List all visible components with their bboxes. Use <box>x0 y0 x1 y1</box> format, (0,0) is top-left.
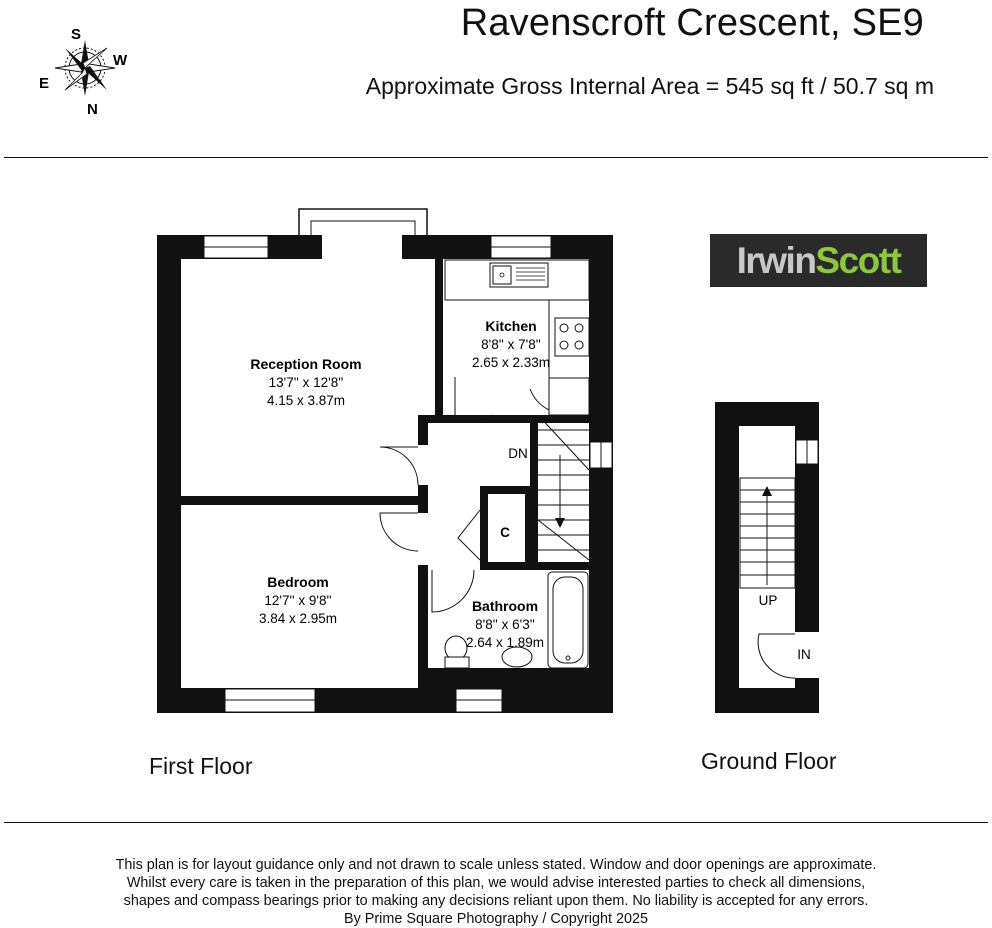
first-floor-label: First Floor <box>149 753 253 779</box>
disclaimer <box>0 856 992 928</box>
outer-wall-right <box>589 235 613 713</box>
reception-room-imperial: 13'7'' x 12'8'' <box>268 375 344 390</box>
compass-north-label: N <box>87 101 98 118</box>
page-title: Ravenscroft Crescent, SE9 <box>460 2 924 44</box>
toilet-icon <box>445 636 467 660</box>
disclaimer-line: This plan is for layout guidance only and not drawn to scale unless stated. Window and door openings are approximate. <box>115 857 877 873</box>
door-swing <box>380 513 418 551</box>
kitchen-metric: 2.65 x 2.33m <box>471 355 551 370</box>
ground-floor-label: Ground Floor <box>701 748 837 774</box>
compass-south-label: S <box>71 26 82 43</box>
door-swing <box>458 510 480 560</box>
bathroom-name: Bathroom <box>471 598 539 614</box>
bathroom-imperial: 8'8'' x 6'3'' <box>475 617 535 632</box>
door-swing <box>432 570 474 612</box>
staircase <box>538 415 589 560</box>
copyright-line: By Prime Square Photography / Copyright 2025 <box>344 911 648 927</box>
bedroom-imperial: 12'7'' x 9'8'' <box>264 593 332 608</box>
kitchen-name: Kitchen <box>485 318 537 334</box>
logo-text-irwin: Irwin <box>736 240 816 281</box>
cupboard-label: C <box>500 525 510 540</box>
disclaimer-line: shapes and compass bearings prior to making any decisions reliant upon them. No liability is accepted for any errors. <box>123 893 869 909</box>
stairs-down-label: DN <box>508 446 528 461</box>
bedroom-metric: 3.84 x 2.95m <box>258 611 338 626</box>
bedroom-name: Bedroom <box>267 574 329 590</box>
bathroom-metric: 2.64 x 1.89m <box>465 635 545 650</box>
disclaimer-line: Whilst every care is taken in the preparation of this plan, we would advise interested parties to check all dimensions, <box>126 875 866 891</box>
kitchen-imperial: 8'8'' x 7'8'' <box>481 337 541 352</box>
stairs-up-label: UP <box>758 593 778 608</box>
reception-room-name: Reception Room <box>250 356 362 372</box>
outer-wall-left <box>157 235 181 713</box>
compass-west-label: W <box>113 52 128 69</box>
ground-floor-plan <box>715 402 820 713</box>
door-swing <box>380 447 418 485</box>
reception-opening <box>322 234 402 260</box>
door-swing <box>455 377 493 420</box>
reception-room-metric: 4.15 x 3.87m <box>266 393 346 408</box>
hob-icon <box>555 318 589 356</box>
footer-divider <box>4 822 988 823</box>
entrance-label: IN <box>797 647 811 662</box>
basin-icon <box>502 647 532 667</box>
compass-east-label: E <box>39 75 50 92</box>
logo-text-scott: Scott <box>815 240 901 281</box>
door-swing <box>758 634 795 678</box>
area-summary: Approximate Gross Internal Area = 545 sq ft / 50.7 sq m <box>365 73 934 99</box>
